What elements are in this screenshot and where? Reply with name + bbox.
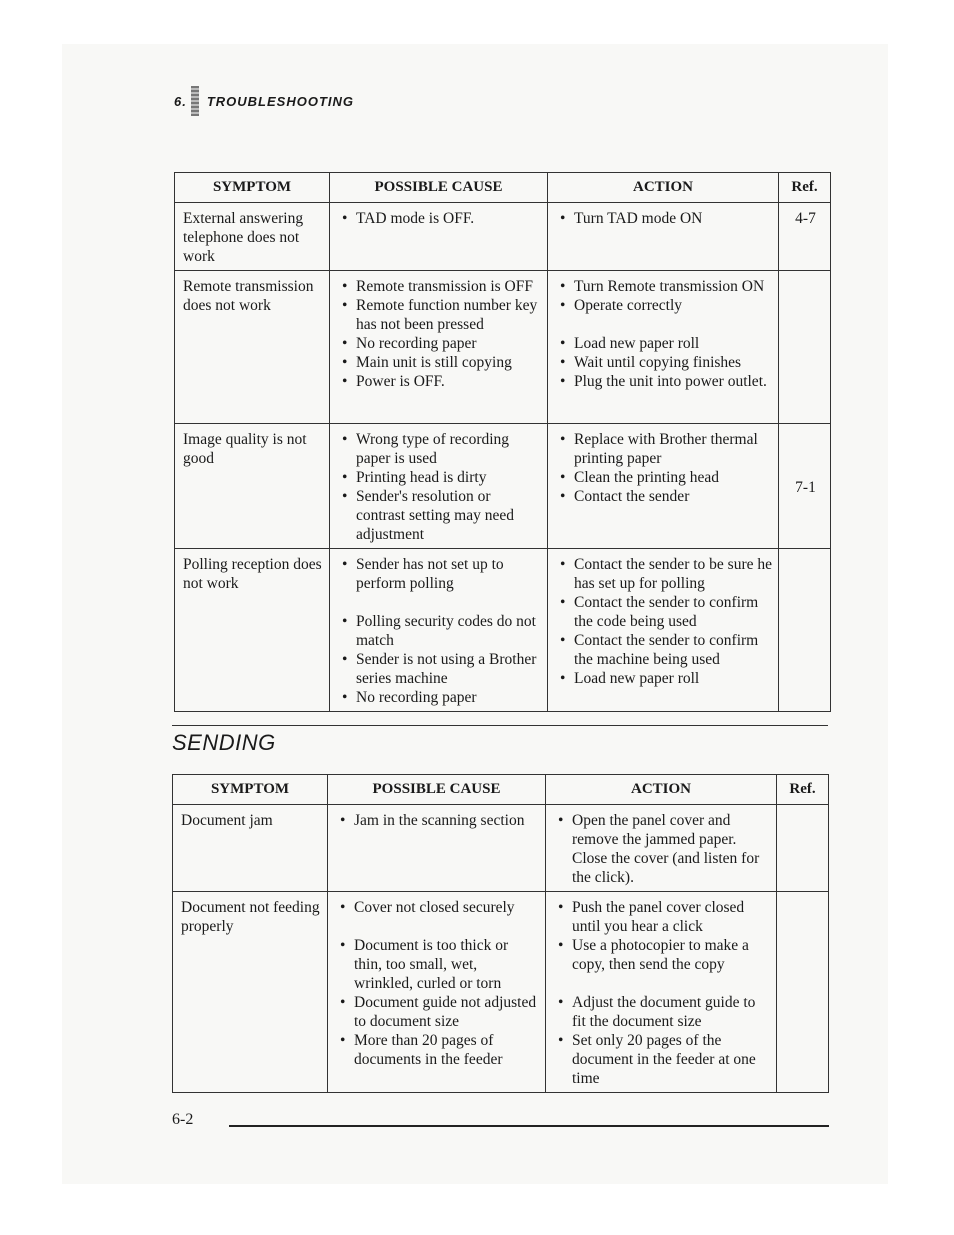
cause-item: • Main unit is still copying [338, 353, 541, 372]
troubleshooting-table-receiving [174, 172, 831, 712]
action-cell [548, 549, 779, 712]
cause-cell [330, 271, 548, 424]
chapter-number: 6. [174, 93, 187, 109]
cause-item: • Remote transmission is OFF [338, 277, 541, 296]
header-symptom: SYMPTOM [175, 173, 330, 203]
ref-cell [777, 892, 829, 1093]
ref-cell [779, 271, 831, 424]
table-row [175, 203, 831, 271]
action-item: • Replace with Brother thermal printing paper [556, 430, 772, 468]
cause-item: • Sender's resolution or contrast setting may need adjustment [338, 487, 541, 544]
symptom-cell: Polling reception does not work [175, 549, 330, 712]
action-cell [546, 805, 777, 892]
ref-cell: 4-7 [779, 203, 831, 271]
chapter-title: TROUBLESHOOTING [206, 93, 355, 109]
action-item: • Contact the sender to confirm the code being used [556, 593, 772, 631]
action-item: • Load new paper roll [556, 334, 772, 353]
chapter-tab-marker [191, 86, 199, 116]
cause-item: • No recording paper [338, 334, 541, 353]
symptom-cell: Remote transmission does not work [175, 271, 330, 424]
action-item: • Open the panel cover and remove the jammed paper. Close the cover (and listen for the click). [554, 811, 770, 887]
action-item: • Set only 20 pages of the document in the feeder at one time [554, 1031, 770, 1088]
cause-item: • Jam in the scanning section [336, 811, 539, 830]
action-item: • Operate correctly [556, 296, 772, 315]
footer-rule [229, 1125, 829, 1127]
cause-cell [330, 549, 548, 712]
symptom-cell: Document not feeding properly [173, 892, 328, 1093]
table-row [173, 892, 829, 1093]
action-item: • Wait until copying finishes [556, 353, 772, 372]
action-item: • Turn TAD mode ON [556, 209, 772, 228]
symptom-cell: Document jam [173, 805, 328, 892]
cause-cell [330, 424, 548, 549]
action-item: • Load new paper roll [556, 669, 772, 688]
action-item: • Contact the sender to be sure he has set up for polling [556, 555, 772, 593]
action-item: • Contact the sender [556, 487, 772, 506]
header-cause: POSSIBLE CAUSE [330, 173, 548, 203]
action-item: • Push the panel cover closed until you hear a click [554, 898, 770, 936]
action-item: • Clean the printing head [556, 468, 772, 487]
action-cell [548, 271, 779, 424]
table-row [173, 805, 829, 892]
cause-item: • Sender has not set up to perform polling [338, 555, 541, 593]
table-row [175, 549, 831, 712]
cause-item: • Document is too thick or thin, too small, wet, wrinkled, curled or torn [336, 936, 539, 993]
ref-cell [779, 549, 831, 712]
symptom-cell: Image quality is not good [175, 424, 330, 549]
cause-item: • Document guide not adjusted to document size [336, 993, 539, 1031]
cause-item: • Printing head is dirty [338, 468, 541, 487]
cause-cell [328, 805, 546, 892]
cause-cell [328, 892, 546, 1093]
cause-item: • TAD mode is OFF. [338, 209, 541, 228]
cause-item: • Wrong type of recording paper is used [338, 430, 541, 468]
page-number: 6-2 [172, 1111, 194, 1128]
table-row [175, 271, 831, 424]
table-header-row [173, 775, 829, 805]
cause-item: • Power is OFF. [338, 372, 541, 391]
cause-item: • More than 20 pages of documents in the feeder [336, 1031, 539, 1069]
action-cell [548, 203, 779, 271]
header-cause: POSSIBLE CAUSE [328, 775, 546, 805]
cause-item: • No recording paper [338, 688, 541, 707]
cause-item: • Polling security codes do not match [338, 612, 541, 650]
ref-cell: 7-1 [779, 424, 831, 549]
symptom-cell: External answering telephone does not work [175, 203, 330, 271]
section-title: SENDING [172, 730, 276, 755]
header-ref: Ref. [777, 775, 829, 805]
cause-item: • Remote function number key has not been pressed [338, 296, 541, 334]
ref-cell [777, 805, 829, 892]
header-symptom: SYMPTOM [173, 775, 328, 805]
table-header-row [175, 173, 831, 203]
table-row [175, 424, 831, 549]
cause-item: • Sender is not using a Brother series machine [338, 650, 541, 688]
action-item: • Use a photocopier to make a copy, then send the copy [554, 936, 770, 974]
action-item: • Contact the sender to confirm the machine being used [556, 631, 772, 669]
cause-cell [330, 203, 548, 271]
action-item: • Adjust the document guide to fit the document size [554, 993, 770, 1031]
section-divider [172, 725, 828, 726]
troubleshooting-table-sending [172, 774, 829, 1093]
header-action: ACTION [546, 775, 777, 805]
action-item: • Turn Remote transmission ON [556, 277, 772, 296]
running-header [174, 86, 354, 116]
action-cell [546, 892, 777, 1093]
cause-item: • Cover not closed securely [336, 898, 539, 917]
header-action: ACTION [548, 173, 779, 203]
header-ref: Ref. [779, 173, 831, 203]
action-item: • Plug the unit into power outlet. [556, 372, 772, 391]
action-cell [548, 424, 779, 549]
